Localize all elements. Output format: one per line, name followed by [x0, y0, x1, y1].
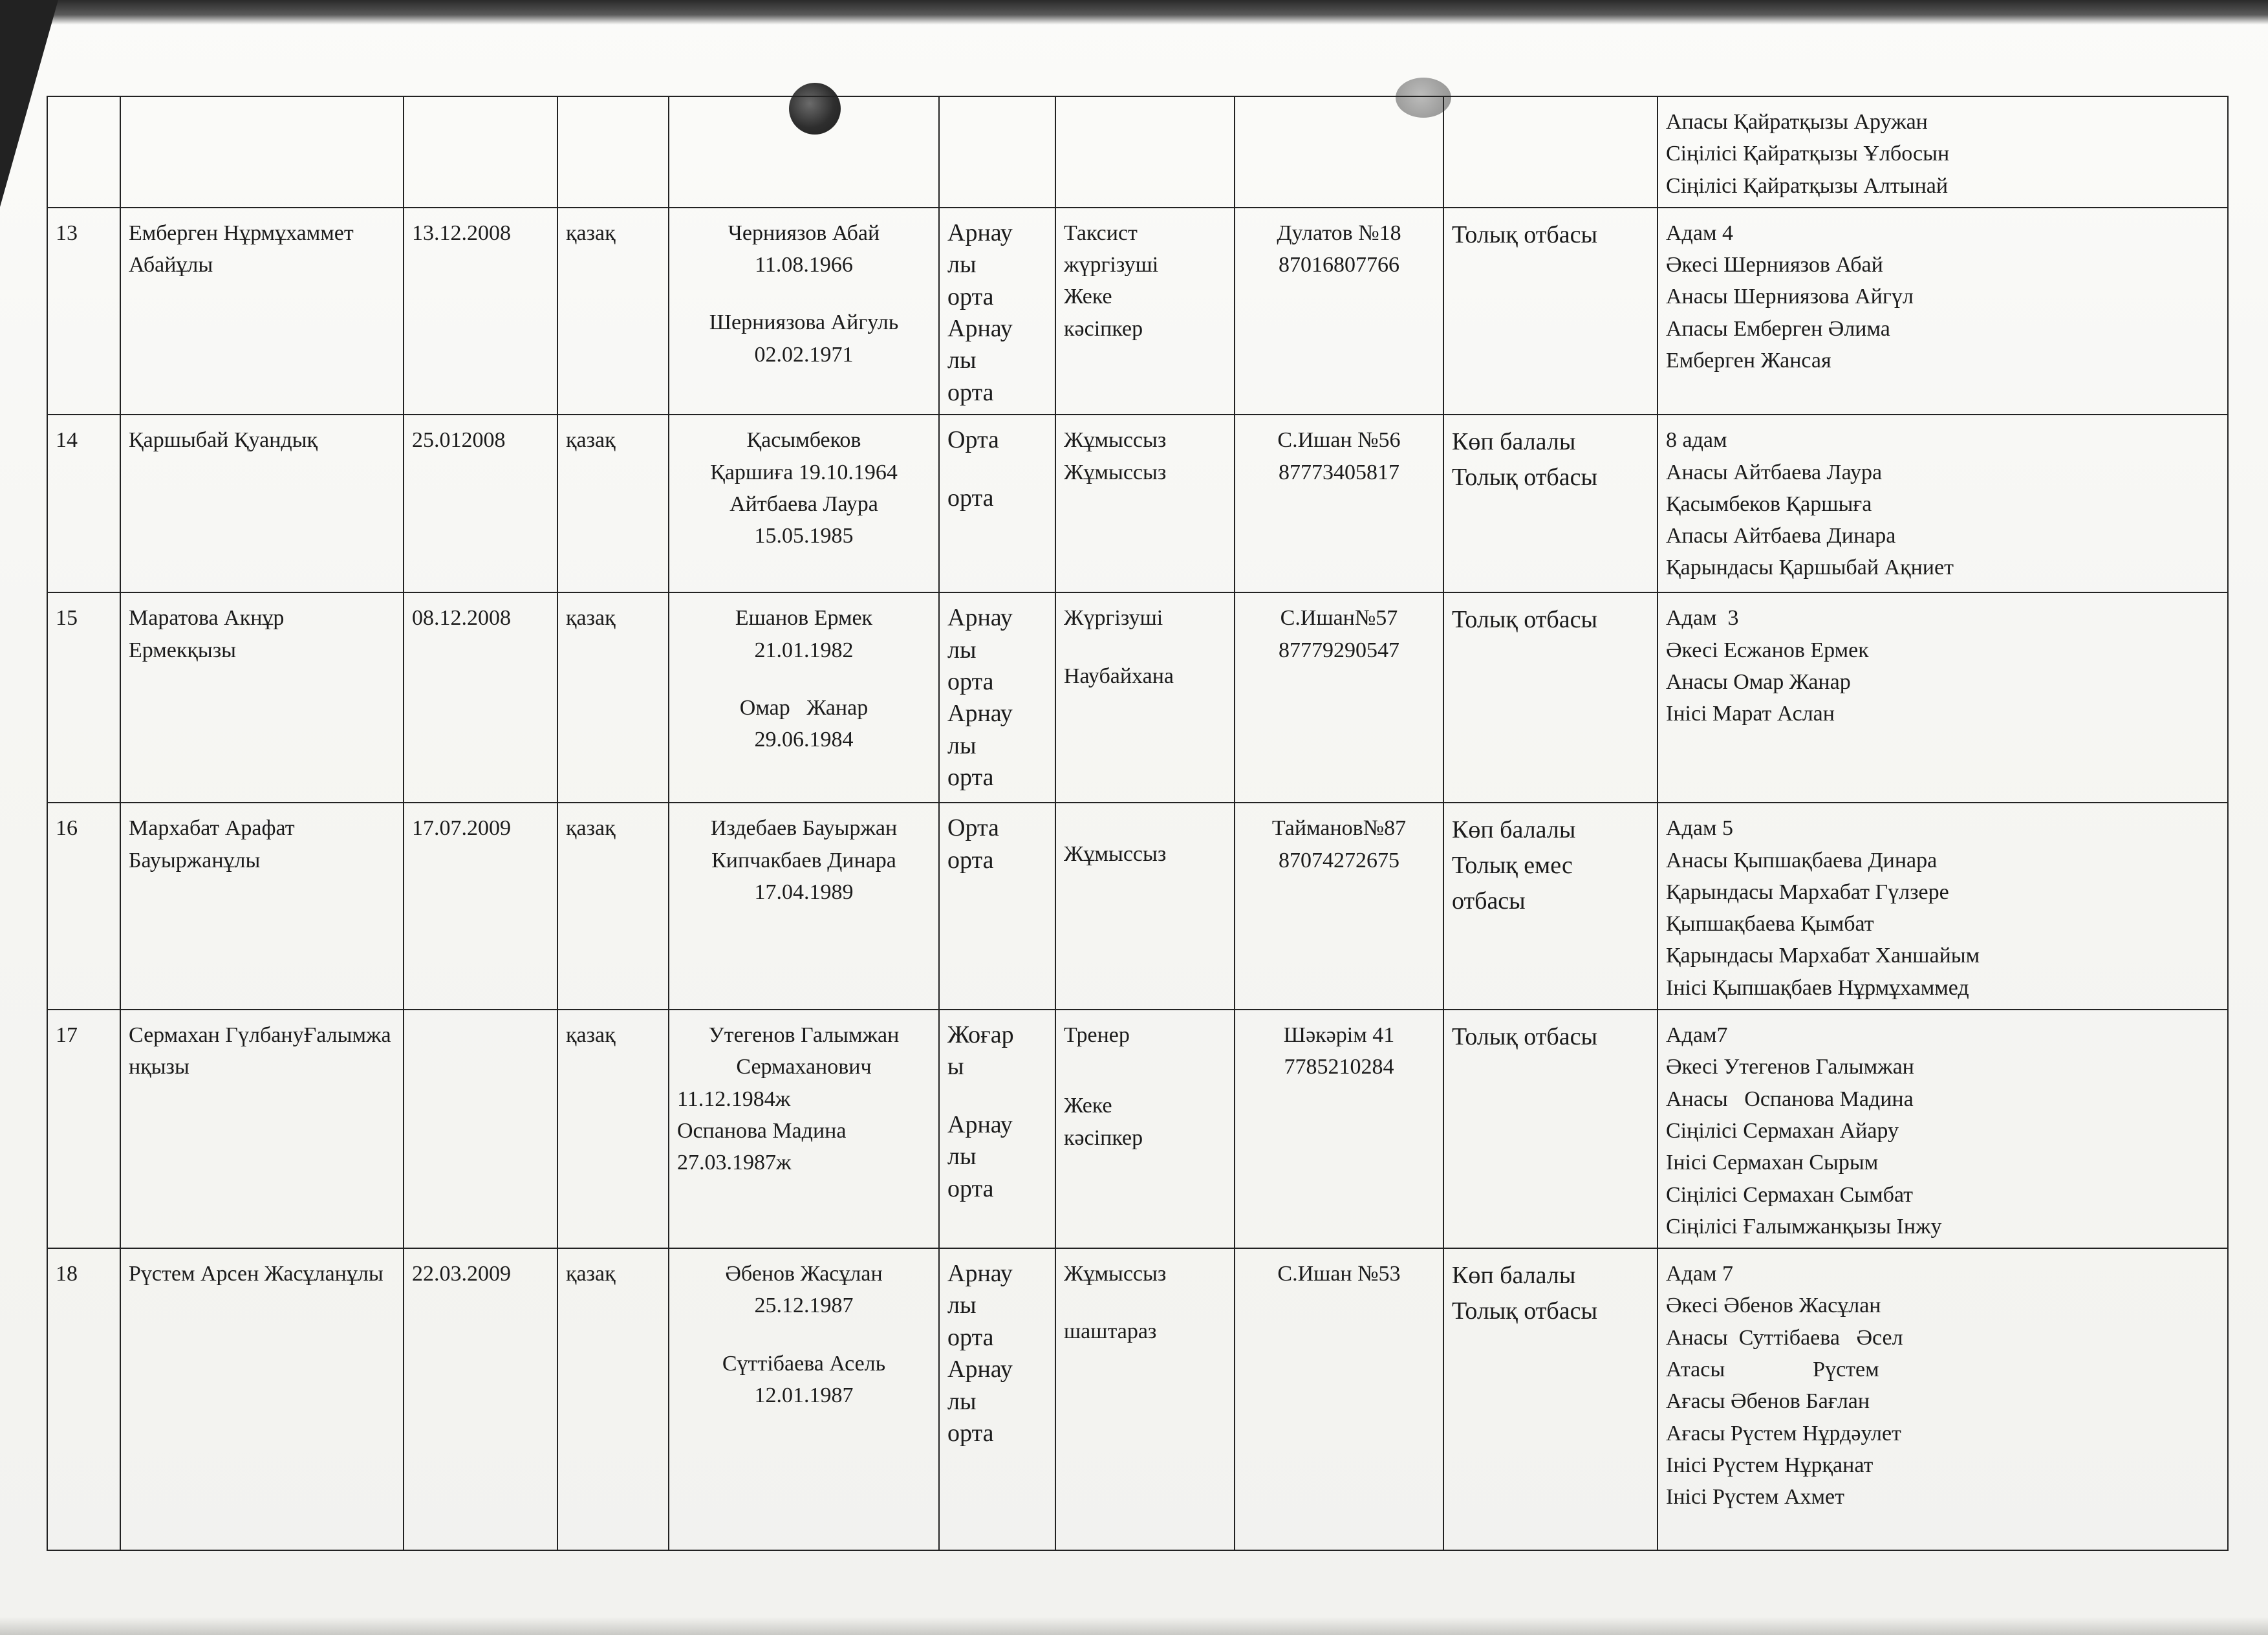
- student-name: Сермахан ГүлбануҒалымжанқызы: [120, 1010, 404, 1248]
- occupation-cell: Жүргізуші Наубайхана: [1055, 592, 1235, 803]
- birth-date: 17.07.2009: [404, 803, 557, 1010]
- relatives-cell: Адам 4 Әкесі Шерниязов Абай Анасы Шерниязова Айгүл Апасы Емберген Әлима Емберген Жансая: [1658, 208, 2228, 415]
- student-name: Рүстем Арсен Жасұланұлы: [120, 1248, 404, 1550]
- family-status-cell: Толық отбасы: [1443, 1010, 1658, 1248]
- parents-cell: Издебаев Бауыржан Кипчакбаев Динара 17.04.1989: [669, 803, 939, 1010]
- education-cell: Арнау лы орта Арнау лы орта: [939, 208, 1055, 415]
- parents-cell: Қасымбеков Қаршиға 19.10.1964 Айтбаева Лаура 15.05.1985: [669, 415, 939, 592]
- row-number: 13: [47, 208, 120, 415]
- relatives-cell: Адам 7 Әкесі Әбенов Жасұлан Анасы Суттібаева Әсел Атасы Рүстем Ағасы Әбенов Бағлан Ағасы Рүстем Нұрдәулет Інісі Рүстем Нұрқанат Інісі Рүстем Ахмет: [1658, 1248, 2228, 1550]
- family-status-cell: Көп балалы Толық емес отбасы: [1443, 803, 1658, 1010]
- birth-date: [404, 1010, 557, 1248]
- education-cell: Орта орта: [939, 803, 1055, 1010]
- family-status-cell: Толық отбасы: [1443, 592, 1658, 803]
- address-cell: Шәкәрім 41 7785210284: [1235, 1010, 1443, 1248]
- education-cell: Арнау лы орта Арнау лы орта: [939, 1248, 1055, 1550]
- table-row-header-continuation: [47, 96, 2228, 208]
- address-cell: С.Ишан №56 87773405817: [1235, 415, 1443, 592]
- scan-top-edge: [0, 0, 2268, 25]
- address-cell: Тайманов№87 87074272675: [1235, 803, 1443, 1010]
- parents-cell: Утегенов Галымжан Сермаханович 11.12.1984ж Оспанова Мадина 27.03.1987ж: [669, 1010, 939, 1248]
- student-family-table: [47, 96, 2229, 1551]
- row-number: 16: [47, 803, 120, 1010]
- relatives-cell: 8 адам Анасы Айтбаева Лаура Қасымбеков Қаршыға Апасы Айтбаева Динара Қарындасы Қаршыбай Ақниет: [1658, 415, 2228, 592]
- address-cell: С.Ишан№57 87779290547: [1235, 592, 1443, 803]
- education-cell: Орта орта: [939, 415, 1055, 592]
- education-cell: Жоғар ы Арнау лы орта: [939, 1010, 1055, 1248]
- education-cell: Арнау лы орта Арнау лы орта: [939, 592, 1055, 803]
- table-row: [47, 415, 2228, 592]
- nationality: қазақ: [557, 592, 669, 803]
- table-row: [47, 1248, 2228, 1550]
- birth-date: 22.03.2009: [404, 1248, 557, 1550]
- nationality: қазақ: [557, 1010, 669, 1248]
- relatives-cell: Адам 3 Әкесі Есжанов Ермек Анасы Омар Жанар Інісі Марат Аслан: [1658, 592, 2228, 803]
- student-name: Мархабат Арафат Бауыржанұлы: [120, 803, 404, 1010]
- parents-cell: Черниязов Абай 11.08.1966 Шерниязова Айгуль 02.02.1971: [669, 208, 939, 415]
- birth-date: 25.012008: [404, 415, 557, 592]
- family-status-cell: Көп балалы Толық отбасы: [1443, 1248, 1658, 1550]
- family-status-cell: Толық отбасы: [1443, 208, 1658, 415]
- parents-cell: Ешанов Ермек 21.01.1982 Омар Жанар 29.06.1984: [669, 592, 939, 803]
- family-status-cell: Көп балалы Толық отбасы: [1443, 415, 1658, 592]
- parents-cell: Әбенов Жасұлан 25.12.1987 Сүттібаева Асель 12.01.1987: [669, 1248, 939, 1550]
- occupation-cell: Таксист жүргізуші Жеке кәсіпкер: [1055, 208, 1235, 415]
- scan-bottom-edge: [0, 1617, 2268, 1635]
- birth-date: 13.12.2008: [404, 208, 557, 415]
- table-row: [47, 208, 2228, 415]
- address-cell: Дулатов №18 87016807766: [1235, 208, 1443, 415]
- row-number: 14: [47, 415, 120, 592]
- relatives-cell: Адам 5 Анасы Қыпшақбаева Динара Қарындасы Мархабат Гүлзере Қыпшақбаева Қымбат Қарындасы Мархабат Ханшайым Інісі Қыпшақбаев Нұрмұхаммед: [1658, 803, 2228, 1010]
- address-cell: С.Ишан №53: [1235, 1248, 1443, 1550]
- row-number: 15: [47, 592, 120, 803]
- row-number: 17: [47, 1010, 120, 1248]
- nationality: қазақ: [557, 803, 669, 1010]
- occupation-cell: Жұмыссыз шаштараз: [1055, 1248, 1235, 1550]
- table-row: [47, 803, 2228, 1010]
- occupation-cell: Тренер Жеке кәсіпкер: [1055, 1010, 1235, 1248]
- nationality: қазақ: [557, 1248, 669, 1550]
- nationality: қазақ: [557, 208, 669, 415]
- student-name: Емберген Нұрмұхаммет Абайұлы: [120, 208, 404, 415]
- student-name: Қаршыбай Қуандық: [120, 415, 404, 592]
- birth-date: 08.12.2008: [404, 592, 557, 803]
- nationality: қазақ: [557, 415, 669, 592]
- occupation-cell: Жұмыссыз: [1055, 803, 1235, 1010]
- table-row: [47, 592, 2228, 803]
- table-row: [47, 1010, 2228, 1248]
- occupation-cell: Жұмыссыз Жұмыссыз: [1055, 415, 1235, 592]
- relatives-cell: Адам7 Әкесі Утегенов Галымжан Анасы Оспанова Мадина Сіңілісі Сермахан Айару Інісі Сермахан Сырым Сіңілісі Сермахан Сымбат Сіңілісі Ғалымжанқызы Інжу: [1658, 1010, 2228, 1248]
- relatives-cell: Апасы Қайратқызы Аружан Сіңілісі Қайратқызы Ұлбосын Сіңілісі Қайратқызы Алтынай: [1658, 96, 2228, 208]
- row-number: 18: [47, 1248, 120, 1550]
- student-name: Маратова Акнұр Ермекқызы: [120, 592, 404, 803]
